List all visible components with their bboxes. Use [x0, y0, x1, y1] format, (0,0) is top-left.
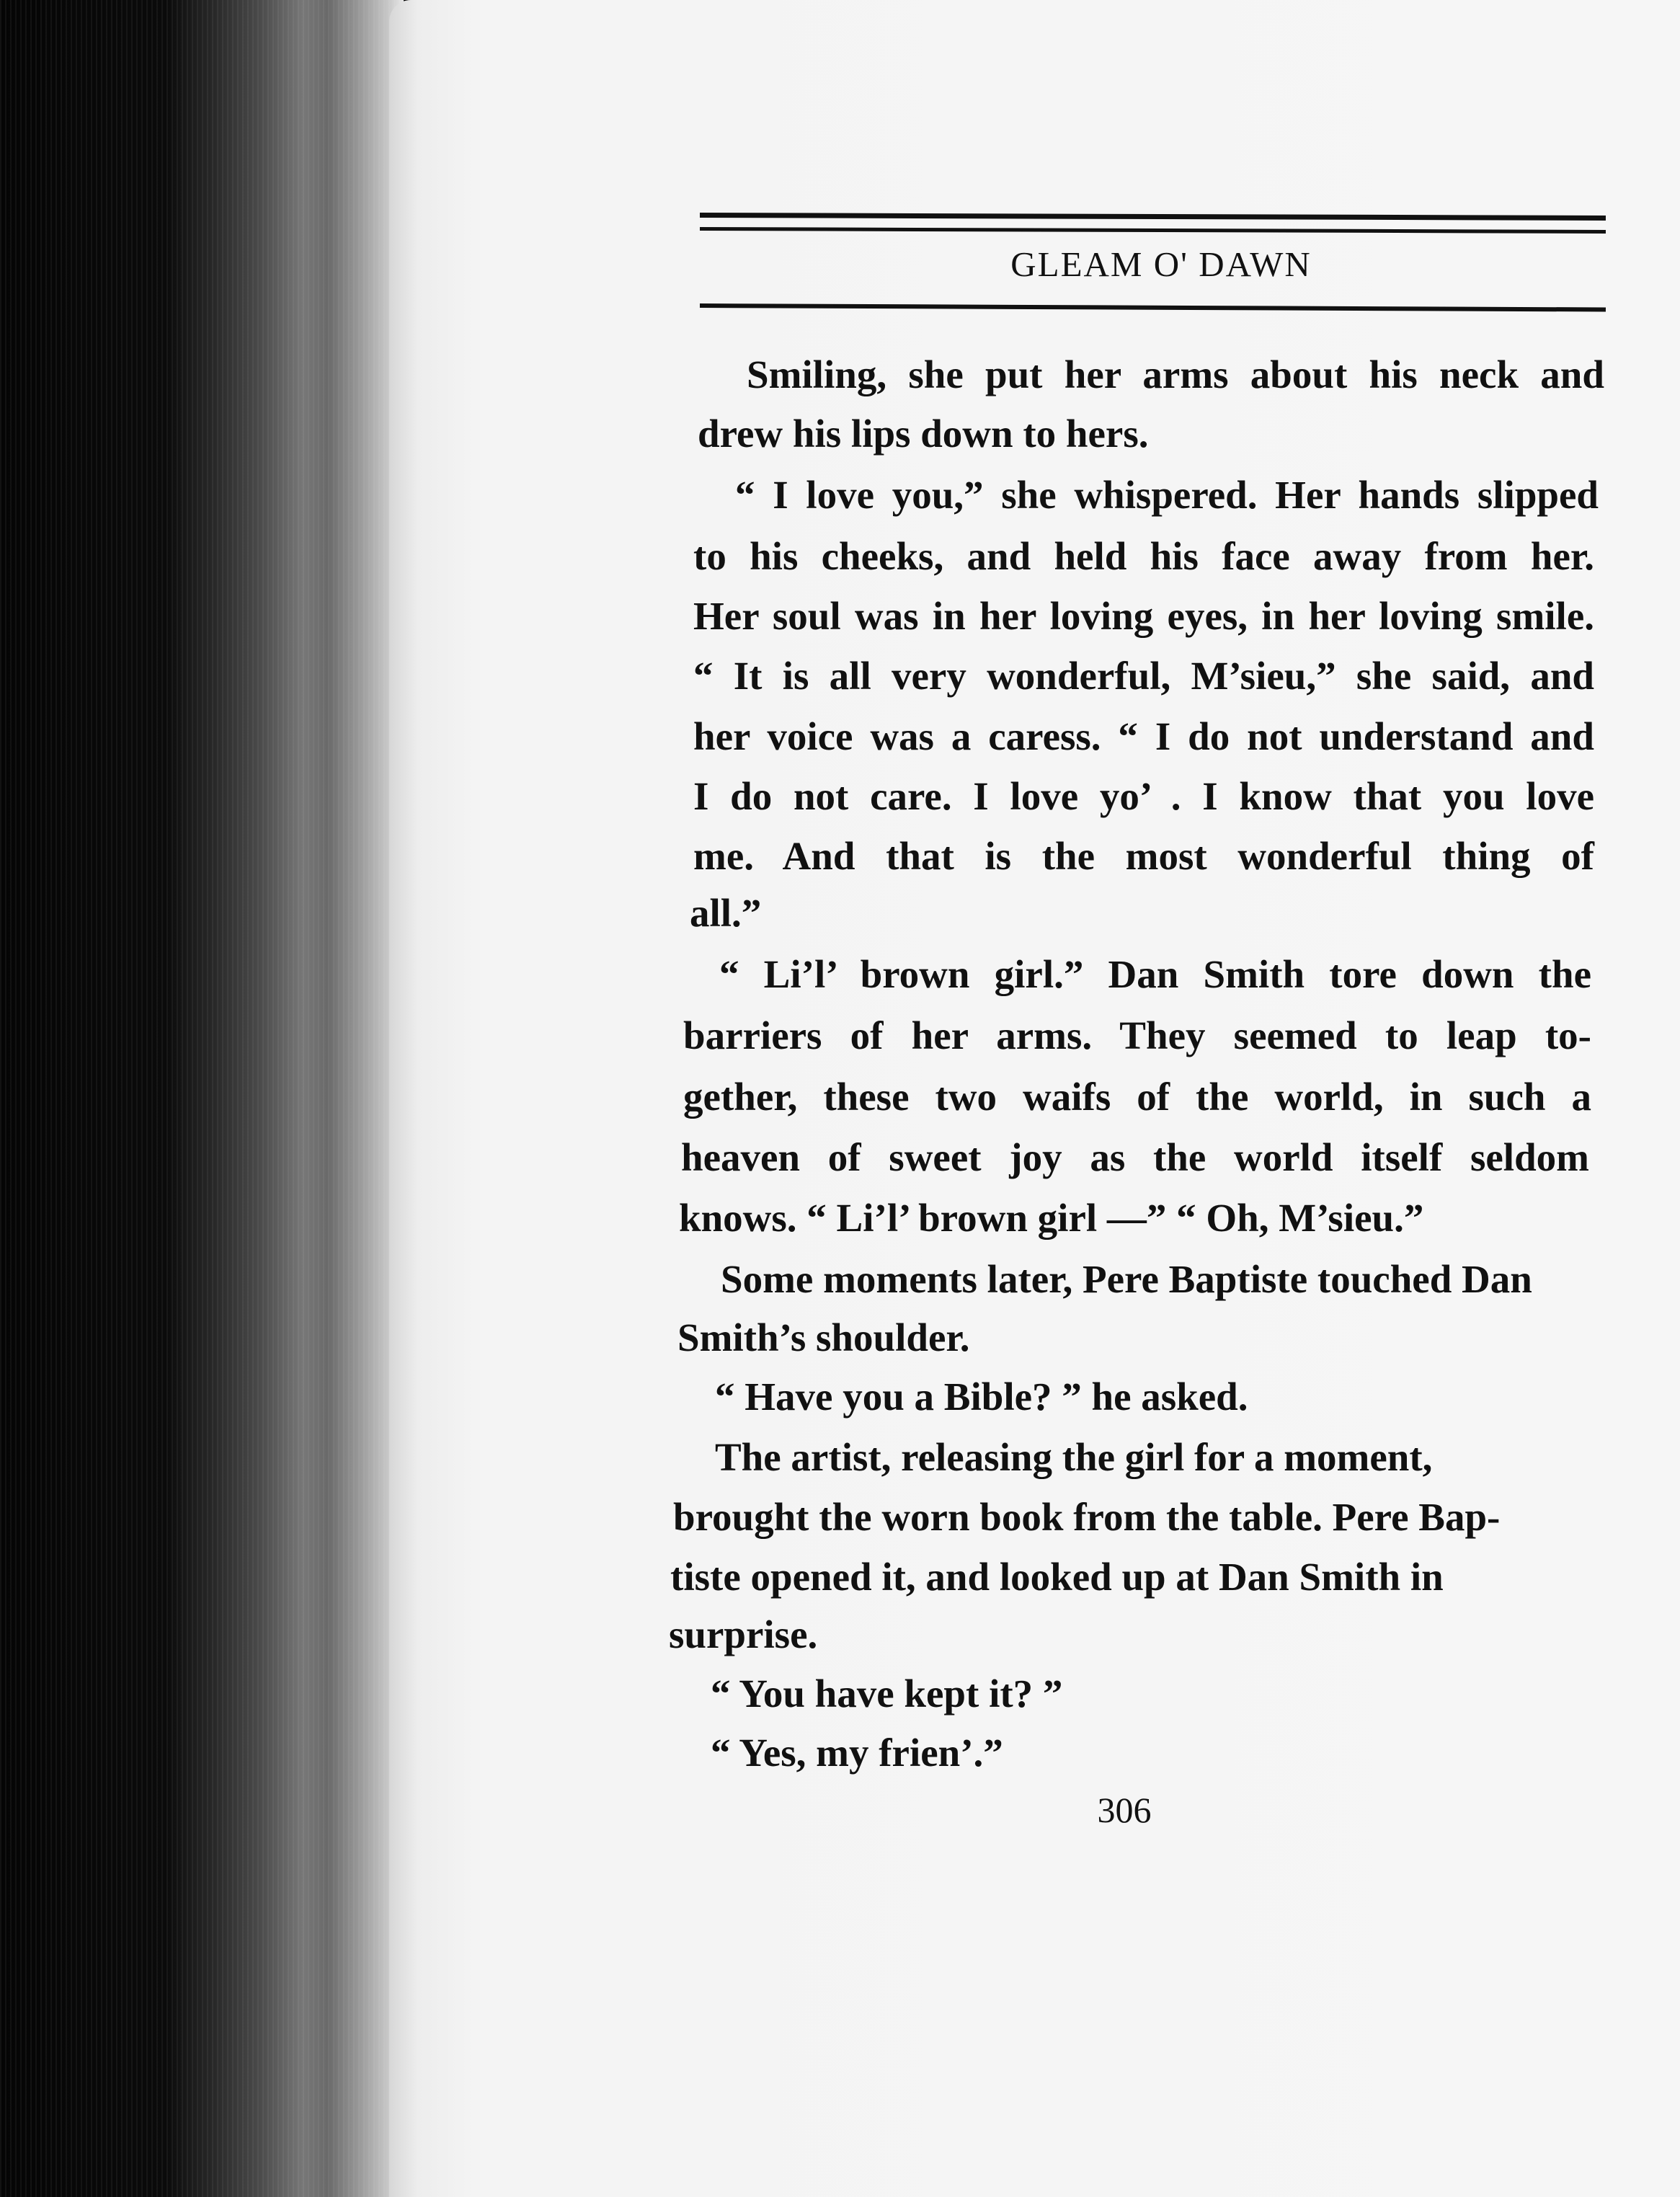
text-line: all.”: [690, 891, 762, 935]
text-line: her voice was a caress. “ I do not understand and: [693, 714, 1594, 758]
text-line: barriers of her arms. They seemed to leap to-: [683, 1013, 1591, 1057]
text-line: “ Have you a Bible? ” he asked.: [715, 1375, 1248, 1419]
text-line: gether, these two waifs of the world, in such a: [683, 1075, 1591, 1119]
text-line: Smith’s shoulder.: [677, 1315, 970, 1359]
text-line: “ Li’l’ brown girl.” Dan Smith tore down the: [719, 952, 1591, 996]
page-number: 306: [1097, 1790, 1152, 1830]
text-line: surprise.: [669, 1612, 818, 1656]
text-line: The artist, releasing the girl for a moment,: [715, 1435, 1433, 1479]
running-head: GLEAM O' DAWN: [1010, 244, 1312, 284]
text-line: to his cheeks, and held his face away from her.: [693, 534, 1594, 578]
text-line: Smiling, she put her arms about his neck and: [747, 352, 1604, 396]
text-line: Some moments later, Pere Baptiste touched Dan: [721, 1257, 1532, 1301]
text-line: brought the worn book from the table. Pere Bap-: [673, 1495, 1501, 1539]
text-line: knows. “ Li’l’ brown girl —” “ Oh, M’sieu.”: [679, 1196, 1424, 1240]
text-line: heaven of sweet joy as the world itself seldom: [681, 1135, 1589, 1179]
text-line: Her soul was in her loving eyes, in her loving smile.: [693, 594, 1594, 638]
text-line: “ I love you,” she whispered. Her hands slipped: [735, 473, 1599, 517]
text-line: me. And that is the most wonderful thing of: [693, 834, 1594, 878]
text-line: drew his lips down to hers.: [698, 412, 1149, 456]
text-line: “ You have kept it? ”: [711, 1672, 1063, 1716]
text-line: I do not care. I love yo’ . I know that you love: [693, 774, 1594, 818]
text-line: tiste opened it, and looked up at Dan Smith in: [670, 1555, 1444, 1599]
text-line: “ It is all very wonderful, M’sieu,” she said, and: [693, 654, 1594, 698]
text-line: “ Yes, my frien’.”: [711, 1731, 1003, 1775]
